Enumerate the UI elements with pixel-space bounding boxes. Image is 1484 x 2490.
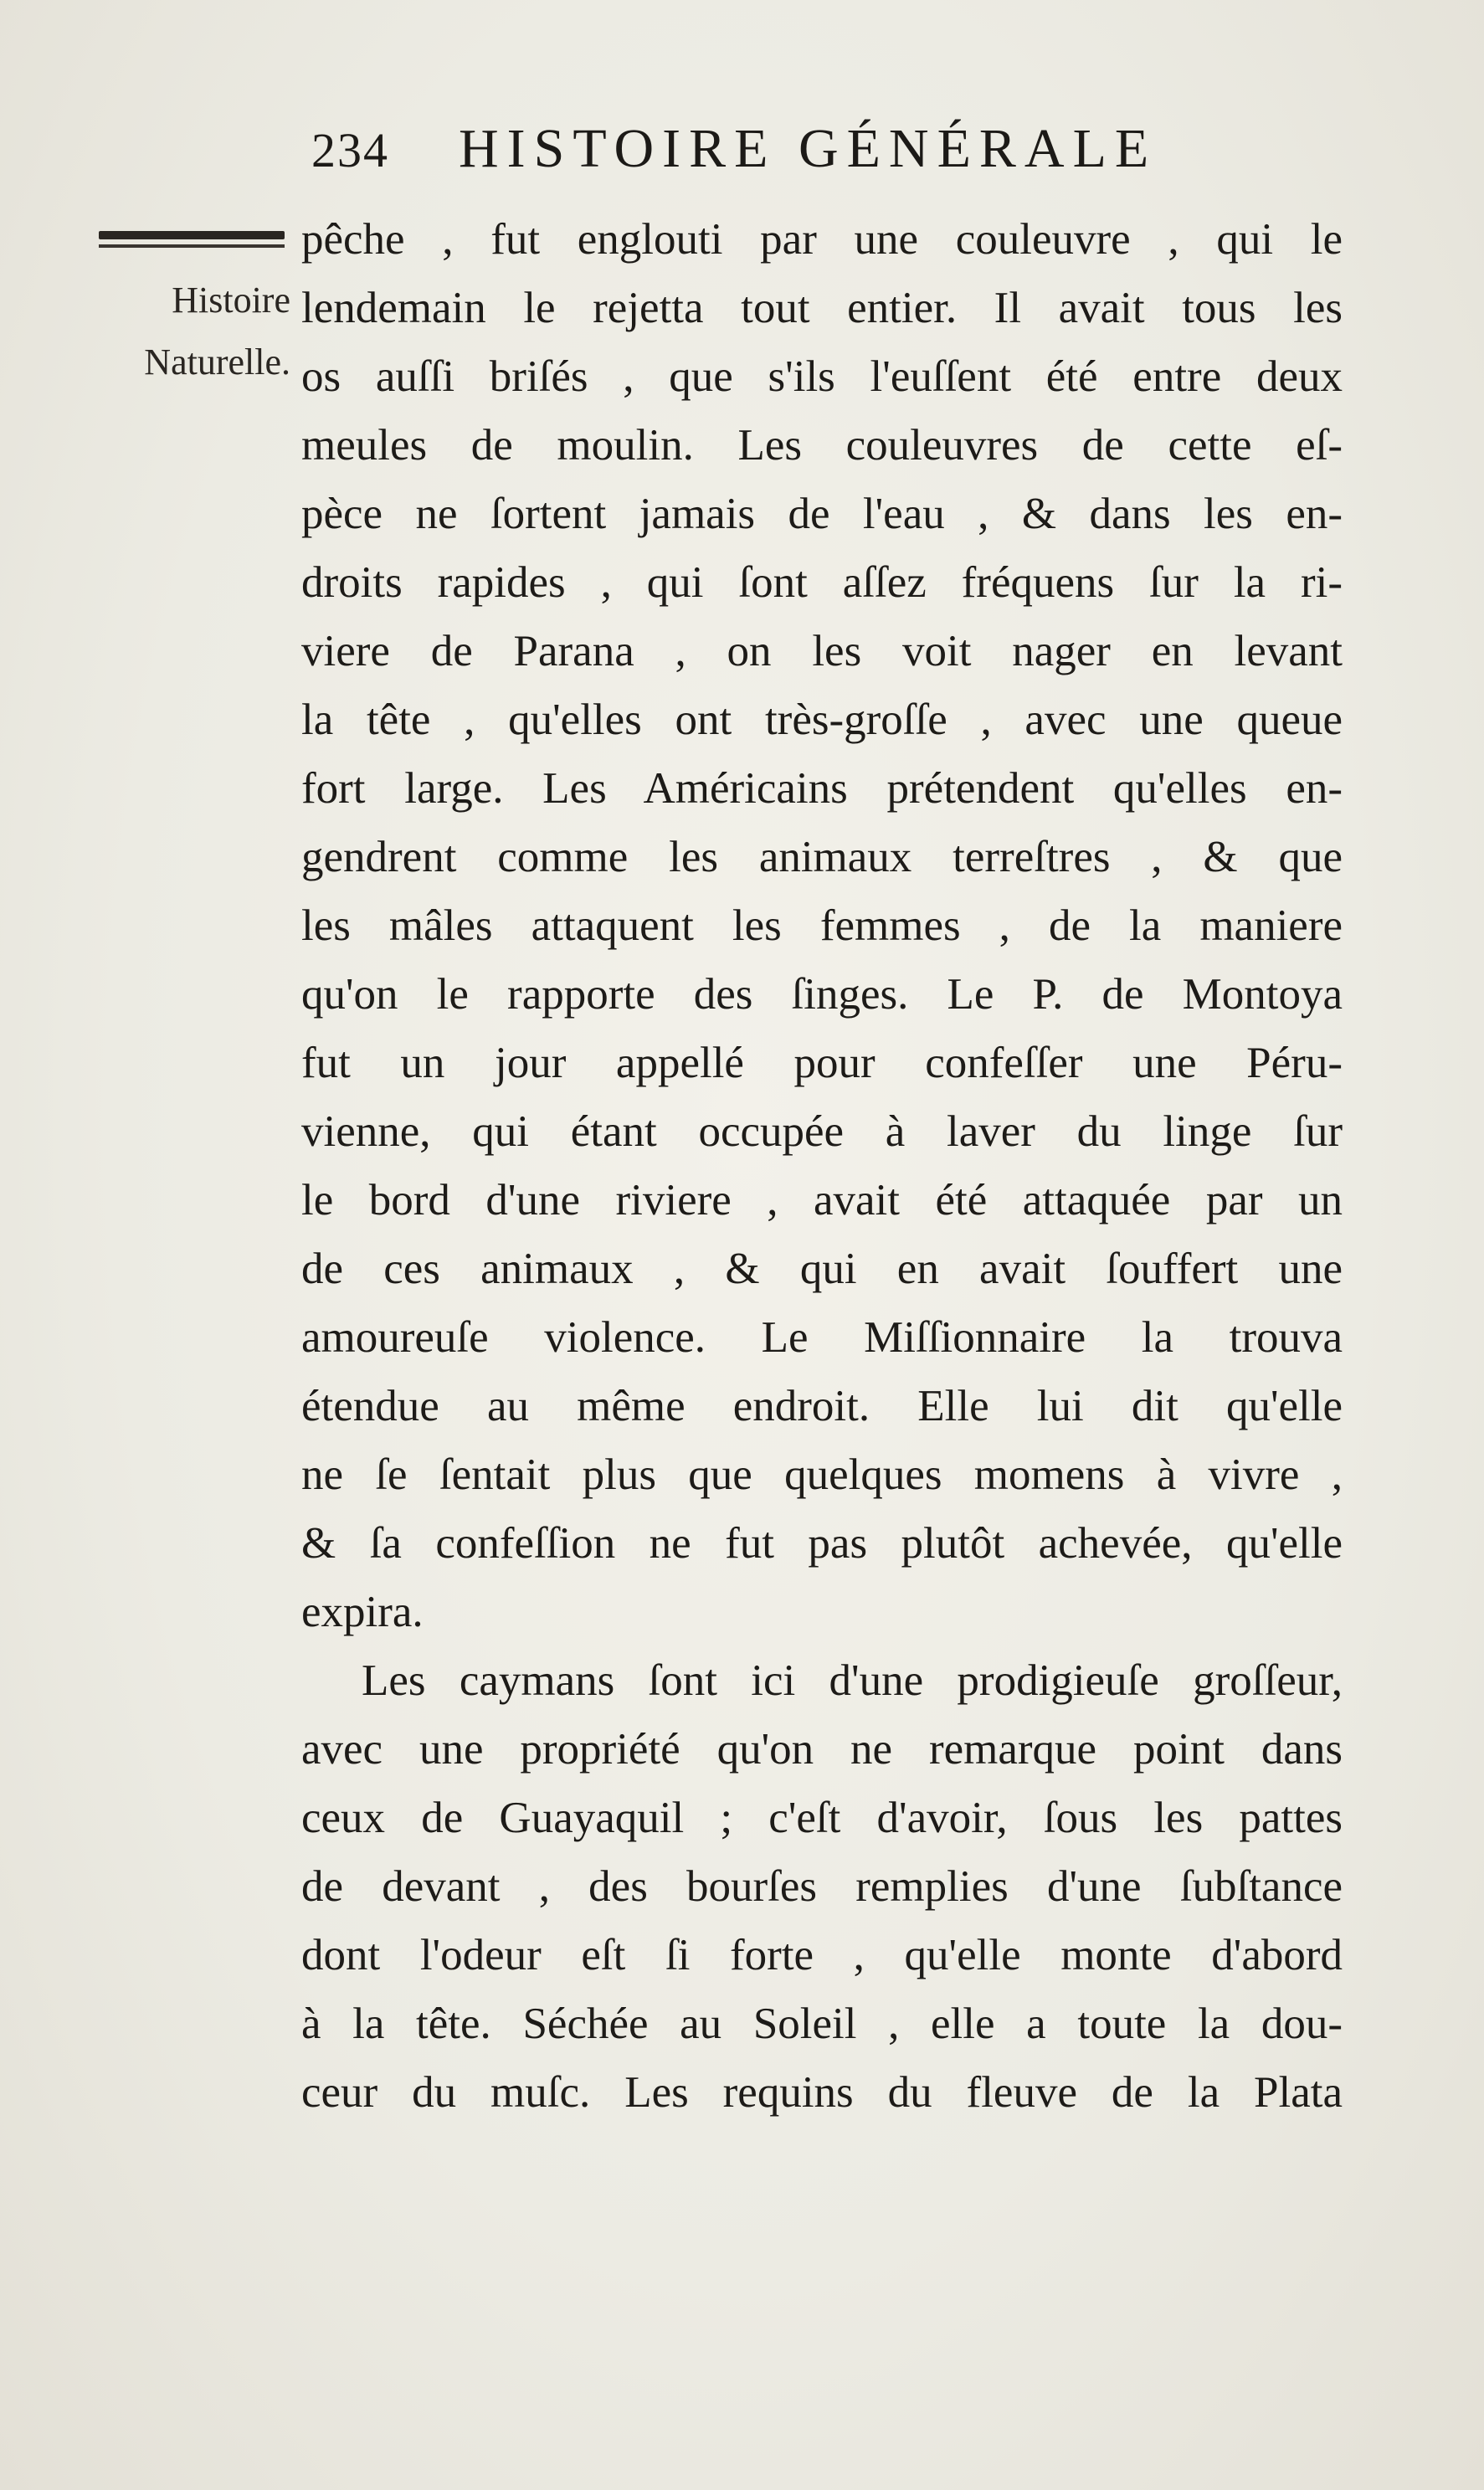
text-line: avec une propriété qu'on ne remarque point dans xyxy=(301,1725,1343,1774)
text-line: fut un jour appellé pour confeſſer une Péru- xyxy=(301,1039,1343,1087)
page-number: 234 xyxy=(311,123,389,177)
margin-note xyxy=(60,270,290,393)
body-text xyxy=(301,205,1343,2127)
text-line: ceur du muſc. Les requins du fleuve de la Plata xyxy=(301,2068,1343,2117)
text-line: expira. xyxy=(301,1588,424,1636)
text-line: viere de Parana , on les voit nager en levant xyxy=(301,627,1343,675)
text-line: de devant , des bourſes remplies d'une ſubſtance xyxy=(301,1862,1343,1911)
running-header xyxy=(311,117,1316,193)
text-line: dont l'odeur eſt ſi forte , qu'elle monte d'abord xyxy=(301,1931,1343,1979)
text-line: pèce ne ſortent jamais de l'eau , & dans les en- xyxy=(301,490,1343,538)
text-line: de ces animaux , & qui en avait ſouffert une xyxy=(301,1245,1343,1293)
text-line: pêche , fut englouti par une couleuvre , qui le xyxy=(301,215,1343,264)
margin-ornament-rule xyxy=(99,231,285,239)
text-line: ceux de Guayaquil ; c'eſt d'avoir, ſous les pattes xyxy=(301,1794,1343,1842)
text-line: à la tête. Séchée au Soleil , elle a toute la dou- xyxy=(301,2000,1343,2048)
text-line: le bord d'une riviere , avait été attaquée par un xyxy=(301,1176,1343,1224)
text-line: la tête , qu'elles ont très-groſſe , avec une queue xyxy=(301,696,1343,744)
text-line: fort large. Les Américains prétendent qu'elles en- xyxy=(301,764,1343,813)
text-line: qu'on le rapporte des ſinges. Le P. de Montoya xyxy=(301,970,1343,1019)
text-line: meules de moulin. Les couleuvres de cette eſ- xyxy=(301,421,1343,470)
text-line: lendemain le rejetta tout entier. Il avait tous les xyxy=(301,284,1343,332)
text-line: droits rapides , qui ſont aſſez fréquens ſur la ri- xyxy=(301,558,1343,607)
text-line: ne ſe ſentait plus que quelques momens à vivre , xyxy=(301,1450,1343,1499)
text-line: étendue au même endroit. Elle lui dit qu'elle xyxy=(301,1382,1343,1430)
text-line: os auſſi briſés , que s'ils l'euſſent été entre deux xyxy=(301,352,1343,401)
text-line: & ſa confeſſion ne fut pas plutôt achevée, qu'elle xyxy=(301,1519,1343,1568)
margin-note-line: Naturelle. xyxy=(144,341,290,382)
running-title: HISTOIRE GÉNÉRALE xyxy=(459,118,1158,179)
text-line: Les caymans ſont ici d'une prodigieuſe groſſeur, xyxy=(362,1656,1343,1705)
margin-note-line: Histoire xyxy=(172,280,290,321)
text-line: gendrent comme les animaux terreſtres , & que xyxy=(301,833,1343,881)
text-line: amoureuſe violence. Le Miſſionnaire la trouva xyxy=(301,1313,1343,1362)
text-line: vienne, qui étant occupée à laver du linge ſur xyxy=(301,1107,1343,1156)
text-line: les mâles attaquent les femmes , de la maniere xyxy=(301,901,1343,950)
